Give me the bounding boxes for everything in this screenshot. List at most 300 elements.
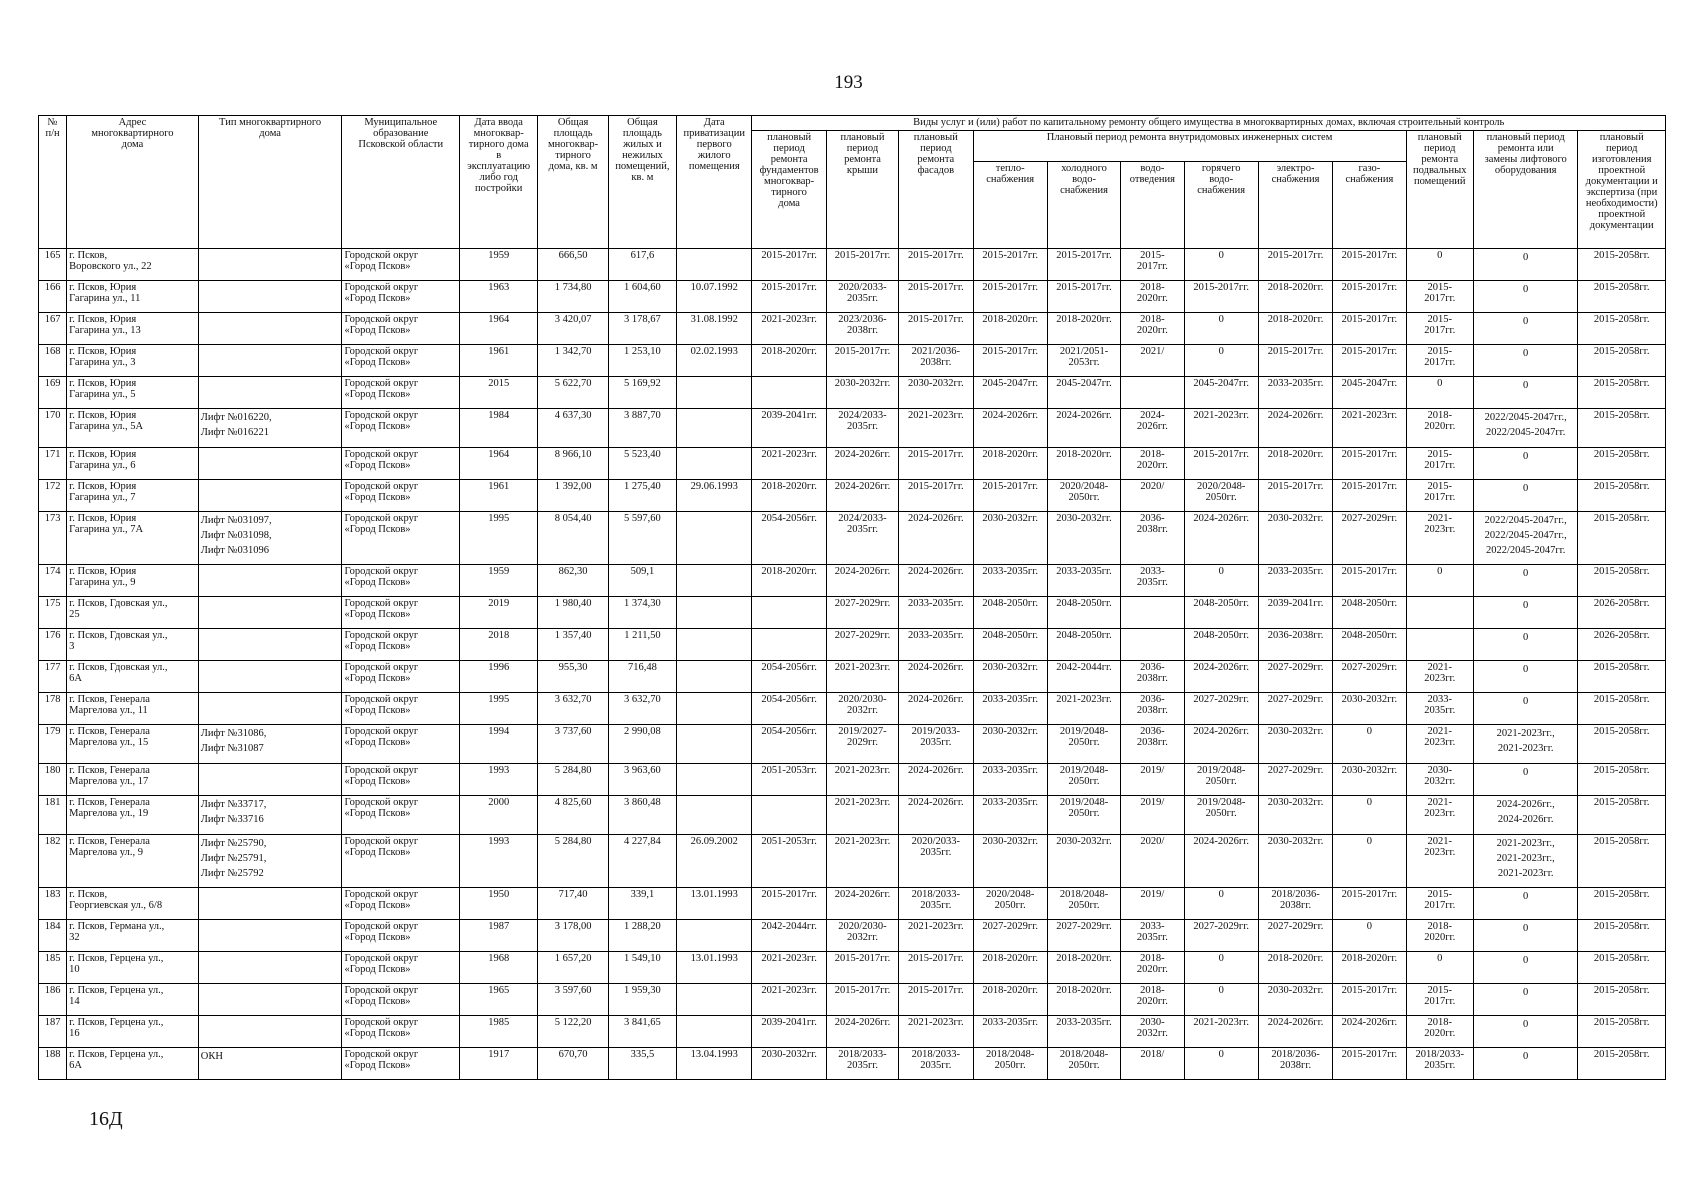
cell-address: г. Псков, Воровского ул., 22 [67, 249, 199, 281]
cell-elevator [1473, 629, 1578, 661]
cell-elevator-line: 2021-2023гг. [1497, 743, 1554, 754]
cell-electric: 2015-2017гг. [1258, 249, 1332, 281]
cell-foundation: 2015-2017гг. [752, 888, 826, 920]
cell-facade: 2021-2023гг. [899, 920, 973, 952]
cell-facade: 2024-2026гг. [899, 764, 973, 796]
cell-living-area: 4 227,84 [608, 835, 676, 888]
cell-elevator [1473, 313, 1578, 345]
cell-address: г. Псков, Юрия Гагарина ул., 11 [67, 281, 199, 313]
cell-electric: 2039-2041гг. [1258, 597, 1332, 629]
cell-living-area: 335,5 [608, 1048, 676, 1080]
cell-roof: 2015-2017гг. [826, 249, 898, 281]
cell-roof: 2024-2026гг. [826, 888, 898, 920]
cell-sewer: 2018- 2020гг. [1121, 313, 1184, 345]
cell-sewer: 2018- 2020гг. [1121, 984, 1184, 1016]
cell-privatization [677, 725, 752, 764]
cell-design-docs: 2015-2058гг. [1578, 377, 1666, 409]
cell-living-area: 3 860,48 [608, 796, 676, 835]
cell-hot-water: 2015-2017гг. [1184, 448, 1258, 480]
cell-date: 1995 [460, 512, 538, 565]
cell-privatization: 31.08.1992 [677, 313, 752, 345]
cell-elevator [1473, 409, 1578, 448]
cell-facade: 2021/2036- 2038гг. [899, 345, 973, 377]
cell-total-area: 3 178,00 [538, 920, 608, 952]
cell-hot-water: 2045-2047гг. [1184, 377, 1258, 409]
cell-elevator-line: 0 [1523, 664, 1529, 675]
cell-privatization: 10.07.1992 [677, 281, 752, 313]
cell-basement: 2015- 2017гг. [1406, 281, 1473, 313]
cell-address: г. Псков, Герцена ул., 10 [67, 952, 199, 984]
cell-gas: 2021-2023гг. [1333, 409, 1406, 448]
col-facade-header: плановый период ремонта фасадов [899, 131, 973, 249]
cell-total-area: 1 657,20 [538, 952, 608, 984]
cell-total-area: 862,30 [538, 565, 608, 597]
cell-cold-water: 2045-2047гг. [1047, 377, 1120, 409]
table-row [39, 661, 1666, 693]
cell-elevator-line: 2022/2045-2047гг. [1485, 545, 1566, 556]
table-row [39, 693, 1666, 725]
cell-type [198, 409, 342, 448]
cell-privatization [677, 1016, 752, 1048]
cell-elevator-line: 2021-2023гг. [1497, 868, 1554, 879]
cell-elevator-line: 2021-2023гг., [1496, 853, 1555, 864]
cell-date: 1995 [460, 693, 538, 725]
cell-elevator-line: 2021-2023гг., [1496, 838, 1555, 849]
cell-foundation: 2054-2056гг. [752, 693, 826, 725]
cell-sewer [1121, 597, 1184, 629]
cell-cold-water: 2033-2035гг. [1047, 565, 1120, 597]
cell-gas: 0 [1333, 920, 1406, 952]
cell-num: 181 [39, 796, 67, 835]
cell-type [198, 952, 342, 984]
cell-municipality: Городской округ «Город Псков» [342, 565, 460, 597]
cell-total-area: 1 357,40 [538, 629, 608, 661]
cell-sewer: 2033- 2035гг. [1121, 920, 1184, 952]
col-hot-water-header: горячего водо- снабжения [1184, 162, 1258, 249]
cell-design-docs: 2015-2058гг. [1578, 1048, 1666, 1080]
cell-cold-water: 2030-2032гг. [1047, 835, 1120, 888]
table-header [39, 116, 1666, 249]
cell-gas: 2015-2017гг. [1333, 281, 1406, 313]
cell-num: 188 [39, 1048, 67, 1080]
cell-total-area: 5 284,80 [538, 764, 608, 796]
cell-municipality: Городской округ «Город Псков» [342, 661, 460, 693]
cell-date: 1987 [460, 920, 538, 952]
cell-total-area: 8 054,40 [538, 512, 608, 565]
cell-cold-water: 2030-2032гг. [1047, 512, 1120, 565]
cell-hot-water: 2024-2026гг. [1184, 835, 1258, 888]
cell-elevator [1473, 693, 1578, 725]
cell-municipality: Городской округ «Город Псков» [342, 409, 460, 448]
cell-num: 182 [39, 835, 67, 888]
cell-municipality: Городской округ «Город Псков» [342, 249, 460, 281]
cell-sewer: 2018- 2020гг. [1121, 448, 1184, 480]
cell-heat: 2015-2017гг. [973, 345, 1047, 377]
cell-total-area: 3 420,07 [538, 313, 608, 345]
cell-address: г. Псков, Юрия Гагарина ул., 9 [67, 565, 199, 597]
cell-living-area: 5 597,60 [608, 512, 676, 565]
cell-foundation: 2054-2056гг. [752, 512, 826, 565]
cell-privatization [677, 377, 752, 409]
cell-date: 1950 [460, 888, 538, 920]
cell-sewer: 2018- 2020гг. [1121, 281, 1184, 313]
cell-gas: 2015-2017гг. [1333, 448, 1406, 480]
cell-design-docs: 2015-2058гг. [1578, 313, 1666, 345]
cell-living-area: 3 887,70 [608, 409, 676, 448]
cell-basement: 2015- 2017гг. [1406, 984, 1473, 1016]
cell-sewer: 2021/ [1121, 345, 1184, 377]
table-row [39, 920, 1666, 952]
cell-total-area: 1 980,40 [538, 597, 608, 629]
cell-total-area: 5 284,80 [538, 835, 608, 888]
cell-living-area: 509,1 [608, 565, 676, 597]
cell-total-area: 955,30 [538, 661, 608, 693]
cell-design-docs: 2015-2058гг. [1578, 693, 1666, 725]
cell-electric: 2018-2020гг. [1258, 448, 1332, 480]
col-basement-header: плановый период ремонта подвальных помещений [1406, 131, 1473, 249]
cell-date: 1963 [460, 281, 538, 313]
cell-electric: 2018-2020гг. [1258, 313, 1332, 345]
cell-heat: 2030-2032гг. [973, 725, 1047, 764]
cell-hot-water: 2024-2026гг. [1184, 661, 1258, 693]
cell-electric: 2027-2029гг. [1258, 764, 1332, 796]
cell-date: 1964 [460, 448, 538, 480]
cell-date: 1964 [460, 313, 538, 345]
cell-elevator-line: 2022/2045-2047гг. [1485, 427, 1566, 438]
cell-foundation: 2051-2053гг. [752, 835, 826, 888]
cell-foundation: 2021-2023гг. [752, 984, 826, 1016]
cell-address: г. Псков, Гдовская ул., 6А [67, 661, 199, 693]
cell-elevator [1473, 448, 1578, 480]
cell-elevator [1473, 249, 1578, 281]
cell-date: 1968 [460, 952, 538, 984]
cell-type-line: Лифт №016221 [200, 427, 270, 438]
cell-elevator-line: 0 [1523, 987, 1529, 998]
col-num-header: № п/н [39, 116, 67, 249]
cell-type [198, 281, 342, 313]
cell-hot-water: 2015-2017гг. [1184, 281, 1258, 313]
cell-roof: 2024/2033- 2035гг. [826, 512, 898, 565]
cell-heat: 2018-2020гг. [973, 984, 1047, 1016]
cell-heat: 2048-2050гг. [973, 629, 1047, 661]
cell-num: 172 [39, 480, 67, 512]
cell-elevator [1473, 888, 1578, 920]
cell-design-docs: 2015-2058гг. [1578, 661, 1666, 693]
cell-gas: 2027-2029гг. [1333, 661, 1406, 693]
cell-roof: 2027-2029гг. [826, 597, 898, 629]
cell-foundation [752, 629, 826, 661]
cell-basement: 0 [1406, 377, 1473, 409]
cell-sewer: 2019/ [1121, 764, 1184, 796]
cell-total-area: 3 632,70 [538, 693, 608, 725]
cell-cold-water: 2042-2044гг. [1047, 661, 1120, 693]
cell-cold-water: 2015-2017гг. [1047, 249, 1120, 281]
cell-elevator-line: 0 [1523, 632, 1529, 643]
cell-living-area: 3 632,70 [608, 693, 676, 725]
cell-elevator-line: 0 [1523, 1051, 1529, 1062]
cell-hot-water: 2024-2026гг. [1184, 725, 1258, 764]
cell-sewer: 2015- 2017гг. [1121, 249, 1184, 281]
cell-type [198, 448, 342, 480]
cell-basement: 2033- 2035гг. [1406, 693, 1473, 725]
cell-date: 2018 [460, 629, 538, 661]
cell-cold-water: 2018-2020гг. [1047, 313, 1120, 345]
cell-date: 2000 [460, 796, 538, 835]
cell-basement: 2021- 2023гг. [1406, 512, 1473, 565]
cell-gas: 2015-2017гг. [1333, 249, 1406, 281]
cell-elevator-line: 2022/2045-2047гг., [1484, 530, 1567, 541]
cell-design-docs: 2015-2058гг. [1578, 952, 1666, 984]
cell-electric: 2024-2026гг. [1258, 409, 1332, 448]
cell-elevator [1473, 725, 1578, 764]
cell-address: г. Псков, Гдовская ул., 25 [67, 597, 199, 629]
cell-privatization [677, 693, 752, 725]
cell-total-area: 3 597,60 [538, 984, 608, 1016]
cell-num: 186 [39, 984, 67, 1016]
cell-type [198, 565, 342, 597]
cell-date: 1984 [460, 409, 538, 448]
cell-living-area: 1 288,20 [608, 920, 676, 952]
cell-hot-water: 2027-2029гг. [1184, 920, 1258, 952]
cell-address: г. Псков, Юрия Гагарина ул., 13 [67, 313, 199, 345]
cell-living-area: 1 211,50 [608, 629, 676, 661]
cell-basement: 2030- 2032гг. [1406, 764, 1473, 796]
cell-address: г. Псков, Юрия Гагарина ул., 5 [67, 377, 199, 409]
cell-design-docs: 2015-2058гг. [1578, 764, 1666, 796]
cell-municipality: Городской округ «Город Псков» [342, 920, 460, 952]
cell-heat: 2015-2017гг. [973, 249, 1047, 281]
cell-electric: 2018-2020гг. [1258, 281, 1332, 313]
cell-facade: 2015-2017гг. [899, 249, 973, 281]
cell-elevator [1473, 796, 1578, 835]
cell-privatization [677, 661, 752, 693]
cell-total-area: 3 737,60 [538, 725, 608, 764]
cell-basement: 2015- 2017гг. [1406, 448, 1473, 480]
cell-basement: 0 [1406, 249, 1473, 281]
cell-total-area: 4 637,30 [538, 409, 608, 448]
cell-type-line: Лифт №25790, [200, 838, 267, 849]
cell-municipality: Городской округ «Город Псков» [342, 480, 460, 512]
cell-date: 1985 [460, 1016, 538, 1048]
cell-privatization [677, 512, 752, 565]
cell-privatization [677, 249, 752, 281]
cell-foundation: 2015-2017гг. [752, 281, 826, 313]
cell-facade: 2015-2017гг. [899, 448, 973, 480]
cell-type [198, 313, 342, 345]
cell-privatization [677, 448, 752, 480]
cell-foundation: 2021-2023гг. [752, 448, 826, 480]
cell-municipality: Городской округ «Город Псков» [342, 693, 460, 725]
cell-design-docs: 2015-2058гг. [1578, 835, 1666, 888]
cell-elevator-line: 2022/2045-2047гг., [1484, 412, 1567, 423]
cell-total-area: 4 825,60 [538, 796, 608, 835]
cell-living-area: 1 275,40 [608, 480, 676, 512]
cell-heat: 2045-2047гг. [973, 377, 1047, 409]
cell-address: г. Псков, Генерала Маргелова ул., 9 [67, 835, 199, 888]
cell-heat: 2018/2048- 2050гг. [973, 1048, 1047, 1080]
cell-gas: 2015-2017гг. [1333, 1048, 1406, 1080]
cell-foundation: 2030-2032гг. [752, 1048, 826, 1080]
cell-type-line: Лифт №031097, [200, 515, 272, 526]
cell-design-docs: 2026-2058гг. [1578, 629, 1666, 661]
cell-total-area: 1 734,80 [538, 281, 608, 313]
col-total-area-header: Общая площадь многоквар- тирного дома, кв. м [538, 116, 608, 249]
cell-elevator [1473, 345, 1578, 377]
col-municipality-header: Муниципальное образование Псковской области [342, 116, 460, 249]
cell-gas: 0 [1333, 796, 1406, 835]
cell-type-line: ОКН [200, 1051, 223, 1062]
cell-elevator [1473, 281, 1578, 313]
cell-type [198, 920, 342, 952]
cell-hot-water: 2048-2050гг. [1184, 629, 1258, 661]
cell-facade: 2015-2017гг. [899, 480, 973, 512]
cell-cold-water: 2024-2026гг. [1047, 409, 1120, 448]
cell-living-area: 1 959,30 [608, 984, 676, 1016]
cell-heat: 2033-2035гг. [973, 693, 1047, 725]
cell-type [198, 835, 342, 888]
col-design-docs-header: плановый период изготовления проектной документации и экспертиза (при необходимости) проектной документации [1578, 131, 1666, 249]
cell-sewer: 2036- 2038гг. [1121, 693, 1184, 725]
cell-type [198, 345, 342, 377]
cell-elevator-line: 2024-2026гг. [1497, 814, 1554, 825]
cell-roof: 2021-2023гг. [826, 835, 898, 888]
col-roof-header: плановый период ремонта крыши [826, 131, 898, 249]
col-electric-header: электро- снабжения [1258, 162, 1332, 249]
cell-electric: 2018-2020гг. [1258, 952, 1332, 984]
cell-privatization [677, 597, 752, 629]
cell-date: 1961 [460, 480, 538, 512]
cell-elevator-line: 0 [1523, 451, 1529, 462]
cell-roof: 2024-2026гг. [826, 448, 898, 480]
cell-design-docs: 2015-2058гг. [1578, 984, 1666, 1016]
cell-type [198, 249, 342, 281]
table-row [39, 377, 1666, 409]
cell-cold-water: 2021/2051- 2053гг. [1047, 345, 1120, 377]
cell-num: 174 [39, 565, 67, 597]
cell-type [198, 597, 342, 629]
cell-type [198, 512, 342, 565]
col-cold-water-header: холодного водо- снабжения [1047, 162, 1120, 249]
cell-facade: 2024-2026гг. [899, 565, 973, 597]
cell-basement: 2015- 2017гг. [1406, 345, 1473, 377]
cell-heat: 2018-2020гг. [973, 313, 1047, 345]
table-row [39, 512, 1666, 565]
cell-municipality: Городской округ «Город Псков» [342, 313, 460, 345]
cell-cold-water: 2018-2020гг. [1047, 984, 1120, 1016]
cell-num: 187 [39, 1016, 67, 1048]
cell-type [198, 725, 342, 764]
cell-hot-water: 0 [1184, 984, 1258, 1016]
cell-roof: 2021-2023гг. [826, 764, 898, 796]
cell-municipality: Городской округ «Город Псков» [342, 345, 460, 377]
cell-address: г. Псков, Генерала Маргелова ул., 19 [67, 796, 199, 835]
works-group-header: Виды услуг и (или) работ по капитальному ремонту общего имущества в многоквартирных домах, включая строительный контроль [752, 116, 1666, 131]
cell-basement: 2015- 2017гг. [1406, 888, 1473, 920]
cell-electric: 2030-2032гг. [1258, 796, 1332, 835]
cell-foundation: 2018-2020гг. [752, 480, 826, 512]
page-number: 193 [834, 72, 863, 93]
cell-design-docs: 2015-2058гг. [1578, 920, 1666, 952]
cell-sewer [1121, 629, 1184, 661]
cell-facade: 2024-2026гг. [899, 661, 973, 693]
cell-foundation: 2054-2056гг. [752, 661, 826, 693]
cell-total-area: 717,40 [538, 888, 608, 920]
cell-sewer: 2020/ [1121, 480, 1184, 512]
cell-living-area: 5 169,92 [608, 377, 676, 409]
cell-facade: 2024-2026гг. [899, 693, 973, 725]
cell-num: 165 [39, 249, 67, 281]
cell-num: 176 [39, 629, 67, 661]
cell-address: г. Псков, Юрия Гагарина ул., 7А [67, 512, 199, 565]
cell-sewer: 2036- 2038гг. [1121, 725, 1184, 764]
cell-foundation: 2039-2041гг. [752, 1016, 826, 1048]
cell-privatization: 26.09.2002 [677, 835, 752, 888]
cell-cold-water: 2048-2050гг. [1047, 597, 1120, 629]
cell-municipality: Городской округ «Город Псков» [342, 1016, 460, 1048]
cell-roof: 2015-2017гг. [826, 952, 898, 984]
cell-foundation: 2051-2053гг. [752, 764, 826, 796]
cell-heat: 2048-2050гг. [973, 597, 1047, 629]
cell-elevator [1473, 1048, 1578, 1080]
cell-elevator [1473, 920, 1578, 952]
cell-num: 180 [39, 764, 67, 796]
cell-num: 184 [39, 920, 67, 952]
cell-basement: 2021- 2023гг. [1406, 725, 1473, 764]
cell-sewer: 2020/ [1121, 835, 1184, 888]
table-row [39, 725, 1666, 764]
cell-sewer: 2019/ [1121, 796, 1184, 835]
cell-basement: 2015- 2017гг. [1406, 480, 1473, 512]
cell-municipality: Городской округ «Город Псков» [342, 764, 460, 796]
cell-design-docs: 2015-2058гг. [1578, 480, 1666, 512]
cell-type [198, 764, 342, 796]
cell-electric: 2030-2032гг. [1258, 984, 1332, 1016]
cell-date: 1993 [460, 764, 538, 796]
cell-gas: 2030-2032гг. [1333, 764, 1406, 796]
cell-municipality: Городской округ «Город Псков» [342, 796, 460, 835]
cell-electric: 2030-2032гг. [1258, 725, 1332, 764]
cell-gas: 2048-2050гг. [1333, 597, 1406, 629]
cell-municipality: Городской округ «Город Псков» [342, 1048, 460, 1080]
table-row [39, 448, 1666, 480]
cell-gas: 2048-2050гг. [1333, 629, 1406, 661]
cell-privatization [677, 796, 752, 835]
cell-municipality: Городской округ «Город Псков» [342, 952, 460, 984]
cell-num: 169 [39, 377, 67, 409]
cell-privatization [677, 565, 752, 597]
cell-gas: 0 [1333, 835, 1406, 888]
cell-total-area: 670,70 [538, 1048, 608, 1080]
cell-elevator-line: 2022/2045-2047гг., [1484, 515, 1567, 526]
cell-municipality: Городской округ «Город Псков» [342, 281, 460, 313]
cell-elevator-line: 0 [1523, 923, 1529, 934]
col-address-header: Адрес многоквартирного дома [67, 116, 199, 249]
cell-foundation: 2015-2017гг. [752, 249, 826, 281]
cell-num: 178 [39, 693, 67, 725]
cell-design-docs: 2026-2058гг. [1578, 597, 1666, 629]
cell-basement: 2018/2033- 2035гг. [1406, 1048, 1473, 1080]
cell-basement [1406, 629, 1473, 661]
cell-heat: 2033-2035гг. [973, 1016, 1047, 1048]
cell-date: 1959 [460, 565, 538, 597]
cell-roof: 2020/2033- 2035гг. [826, 281, 898, 313]
cell-privatization: 13.04.1993 [677, 1048, 752, 1080]
cell-type-line: Лифт №33717, [200, 799, 267, 810]
cell-date: 1996 [460, 661, 538, 693]
cell-elevator-line: 0 [1523, 891, 1529, 902]
cell-type-line: Лифт №25792 [200, 868, 264, 879]
table-row [39, 409, 1666, 448]
